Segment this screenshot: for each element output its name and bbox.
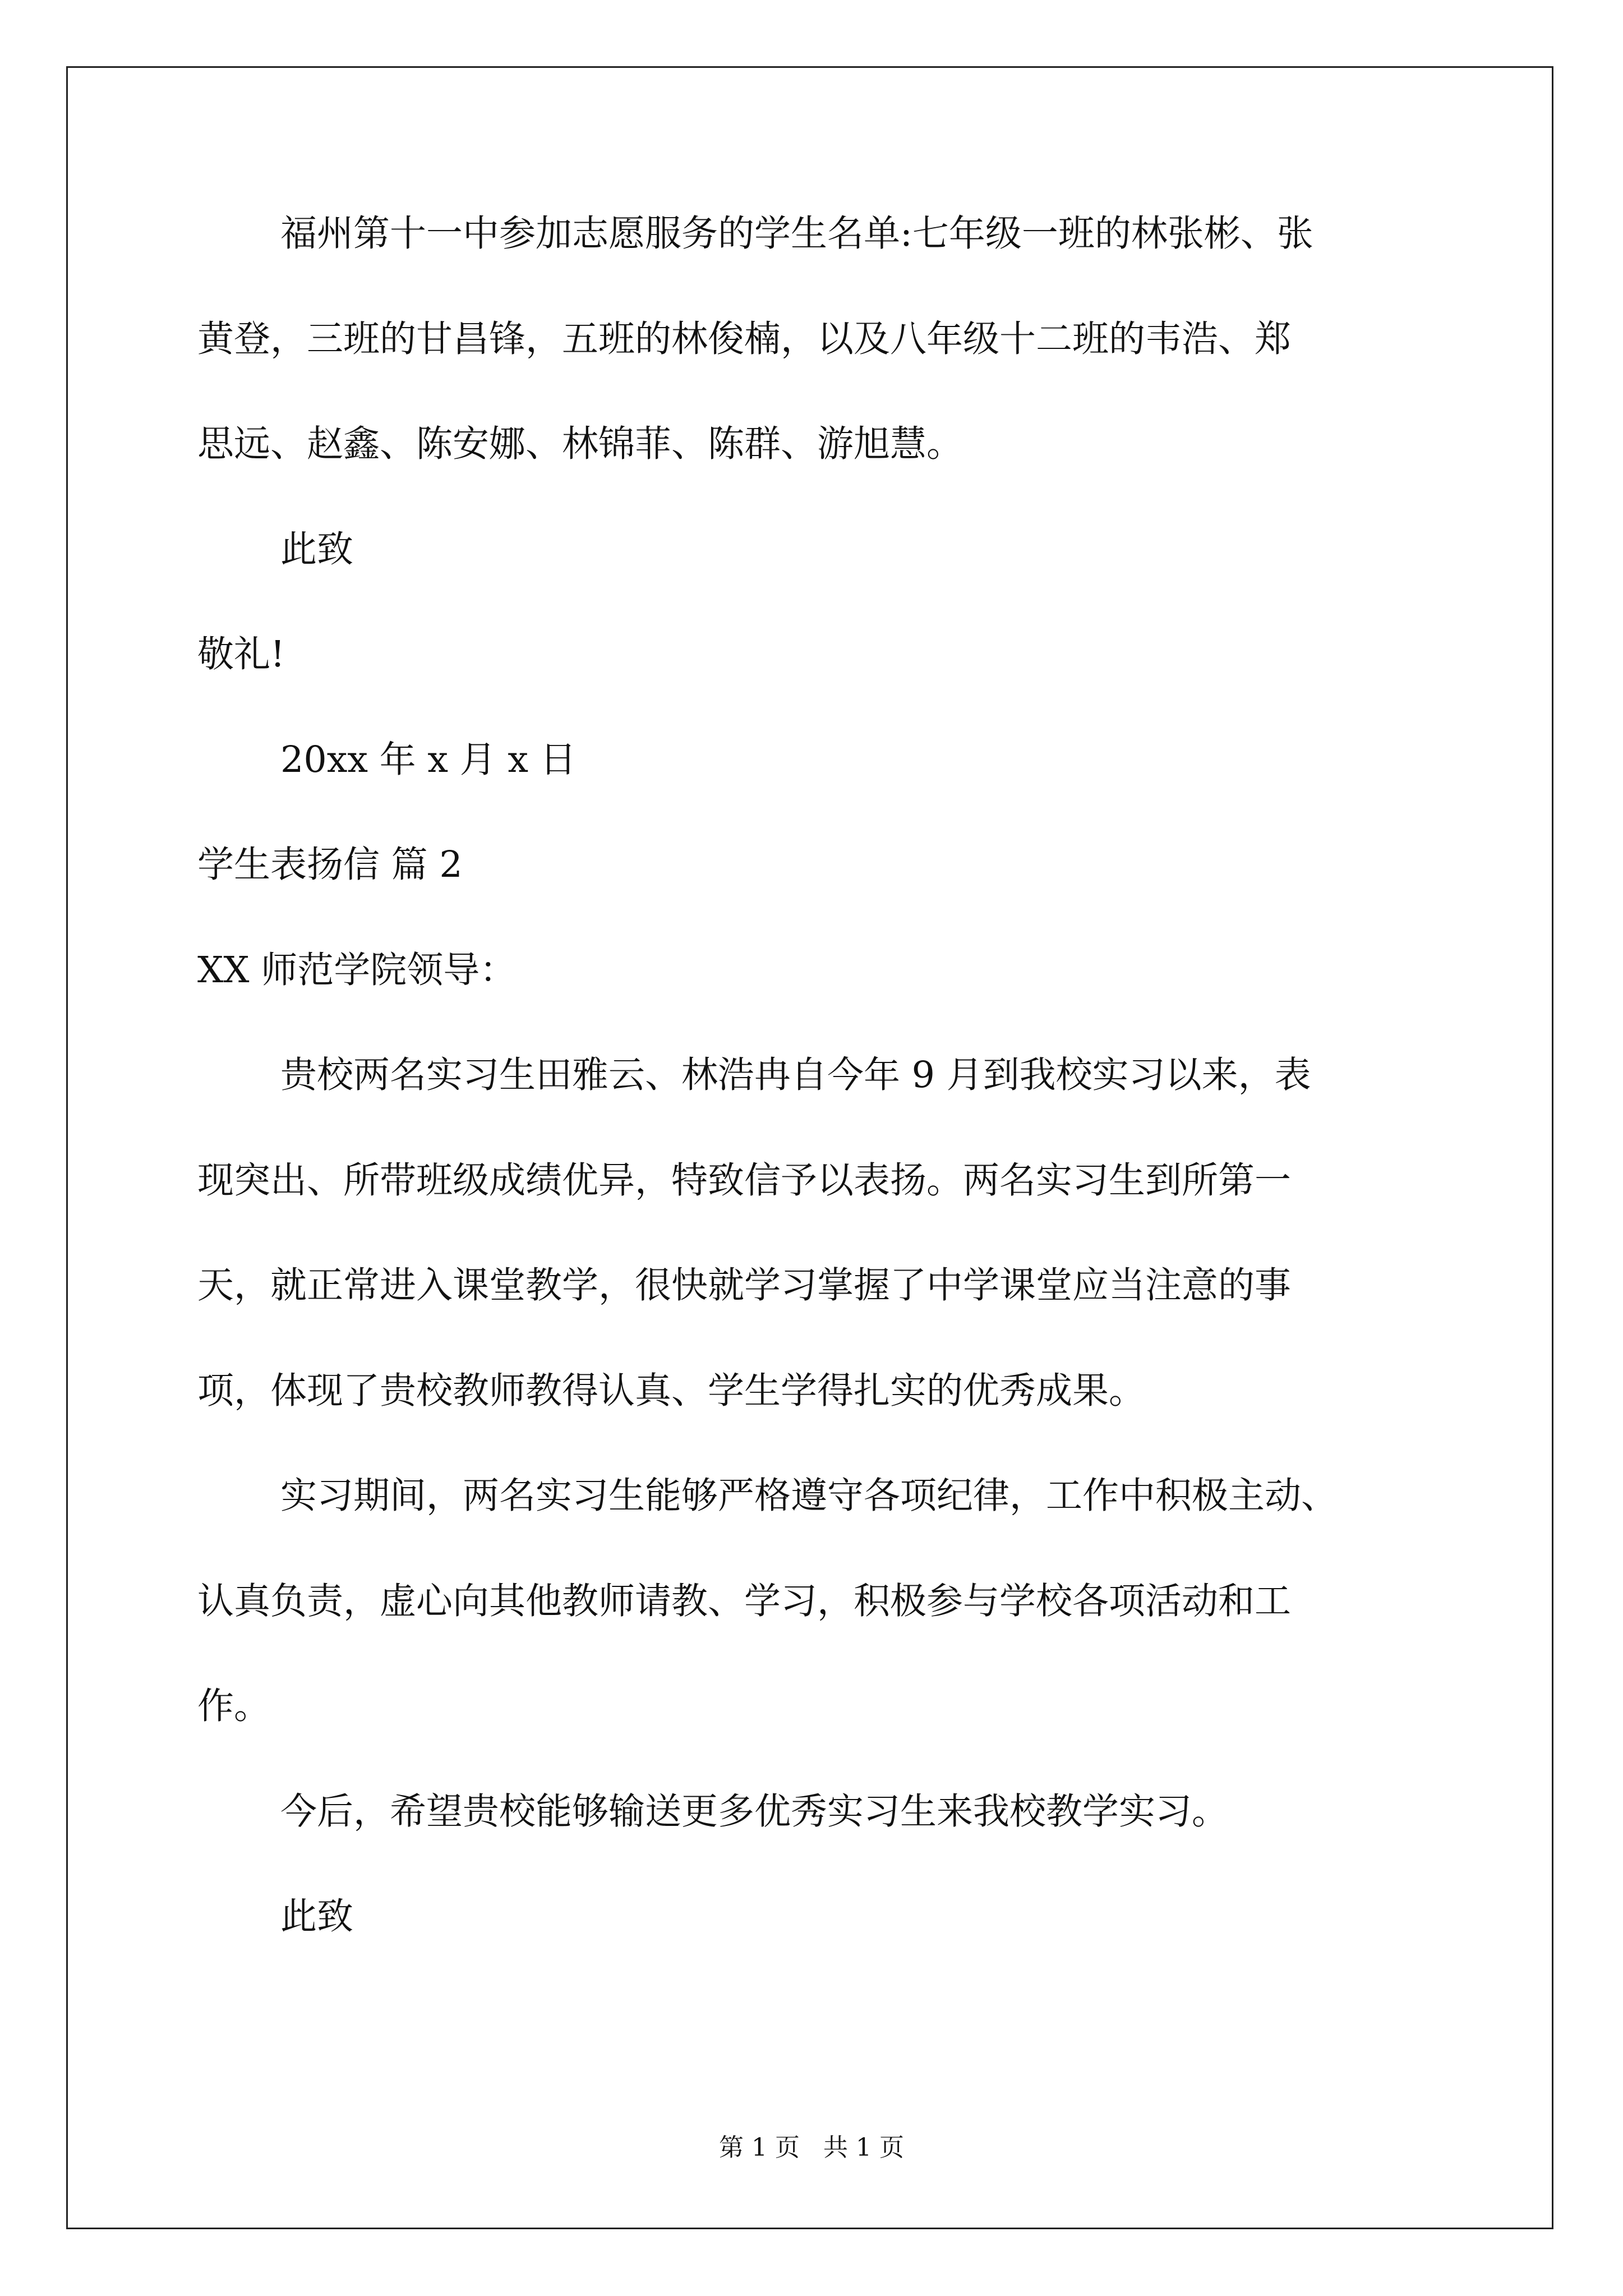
- paragraph-body-1-cont: [197, 1157, 1459, 1205]
- text-line: 贵校两名实习生田雅云、林浩冉自今年 9 月到我校实习以来，表: [280, 1054, 1311, 1096]
- paragraph-student-list-cont: [197, 421, 1459, 468]
- text-line: 此致: [280, 528, 354, 570]
- document-body: [197, 210, 1459, 1941]
- paragraph-body-2: [197, 1473, 1459, 1520]
- text-line: 敬礼!: [197, 633, 285, 675]
- text-line: 作。: [197, 1685, 271, 1727]
- paragraph-body-2-cont: [197, 1683, 1459, 1731]
- closing-phrase: [197, 526, 1459, 574]
- text-line: XX 师范学院领导：: [197, 949, 517, 991]
- page-number-total: 共 1 页: [823, 2133, 904, 2162]
- text-line: 项，体现了贵校教师教得认真、学生学得扎实的优秀成果。: [197, 1369, 1146, 1412]
- text-line: 此致: [280, 1895, 354, 1938]
- addressee: [197, 947, 1459, 995]
- paragraph-student-list: [197, 210, 1459, 258]
- closing-phrase: [197, 1893, 1459, 1941]
- paragraph-body-1-cont: [197, 1368, 1459, 1415]
- text-line: 天，就正常进入课堂教学，很快就学习掌握了中学课堂应当注意的事: [197, 1264, 1292, 1306]
- section-heading: [197, 841, 1459, 889]
- text-line: 现突出、所带班级成绩优异，特致信予以表扬。两名实习生到所第一: [197, 1159, 1292, 1202]
- text-line: 学生表扬信 篇 2: [197, 844, 463, 886]
- text-line: 黄登，三班的甘昌锋，五班的林俊楠，以及八年级十二班的韦浩、郑: [197, 318, 1292, 360]
- paragraph-body-2-cont: [197, 1578, 1459, 1626]
- salutation: [197, 631, 1459, 679]
- page-number-current: 第 1 页: [719, 2133, 800, 2162]
- text-line: 今后，希望贵校能够输送更多优秀实习生来我校教学实习。: [280, 1790, 1229, 1833]
- paragraph-body-1-cont: [197, 1262, 1459, 1310]
- date-line: [197, 737, 1459, 784]
- text-line: 20xx 年 x 月 x 日: [280, 738, 577, 781]
- paragraph-body-1: [197, 1052, 1459, 1099]
- paragraph-student-list-cont: [197, 316, 1459, 364]
- text-line: 认真负责，虚心向其他教师请教、学习，积极参与学校各项活动和工: [197, 1580, 1292, 1622]
- text-line: 福州第十一中参加志愿服务的学生名单:七年级一班的林张彬、张: [280, 213, 1313, 255]
- text-line: 实习期间，两名实习生能够严格遵守各项纪律，工作中积极主动、: [280, 1475, 1338, 1517]
- page-footer: [0, 2127, 1623, 2163]
- text-line: 思远、赵鑫、陈安娜、林锦菲、陈群、游旭慧。: [197, 423, 963, 465]
- paragraph-body-3: [197, 1788, 1459, 1836]
